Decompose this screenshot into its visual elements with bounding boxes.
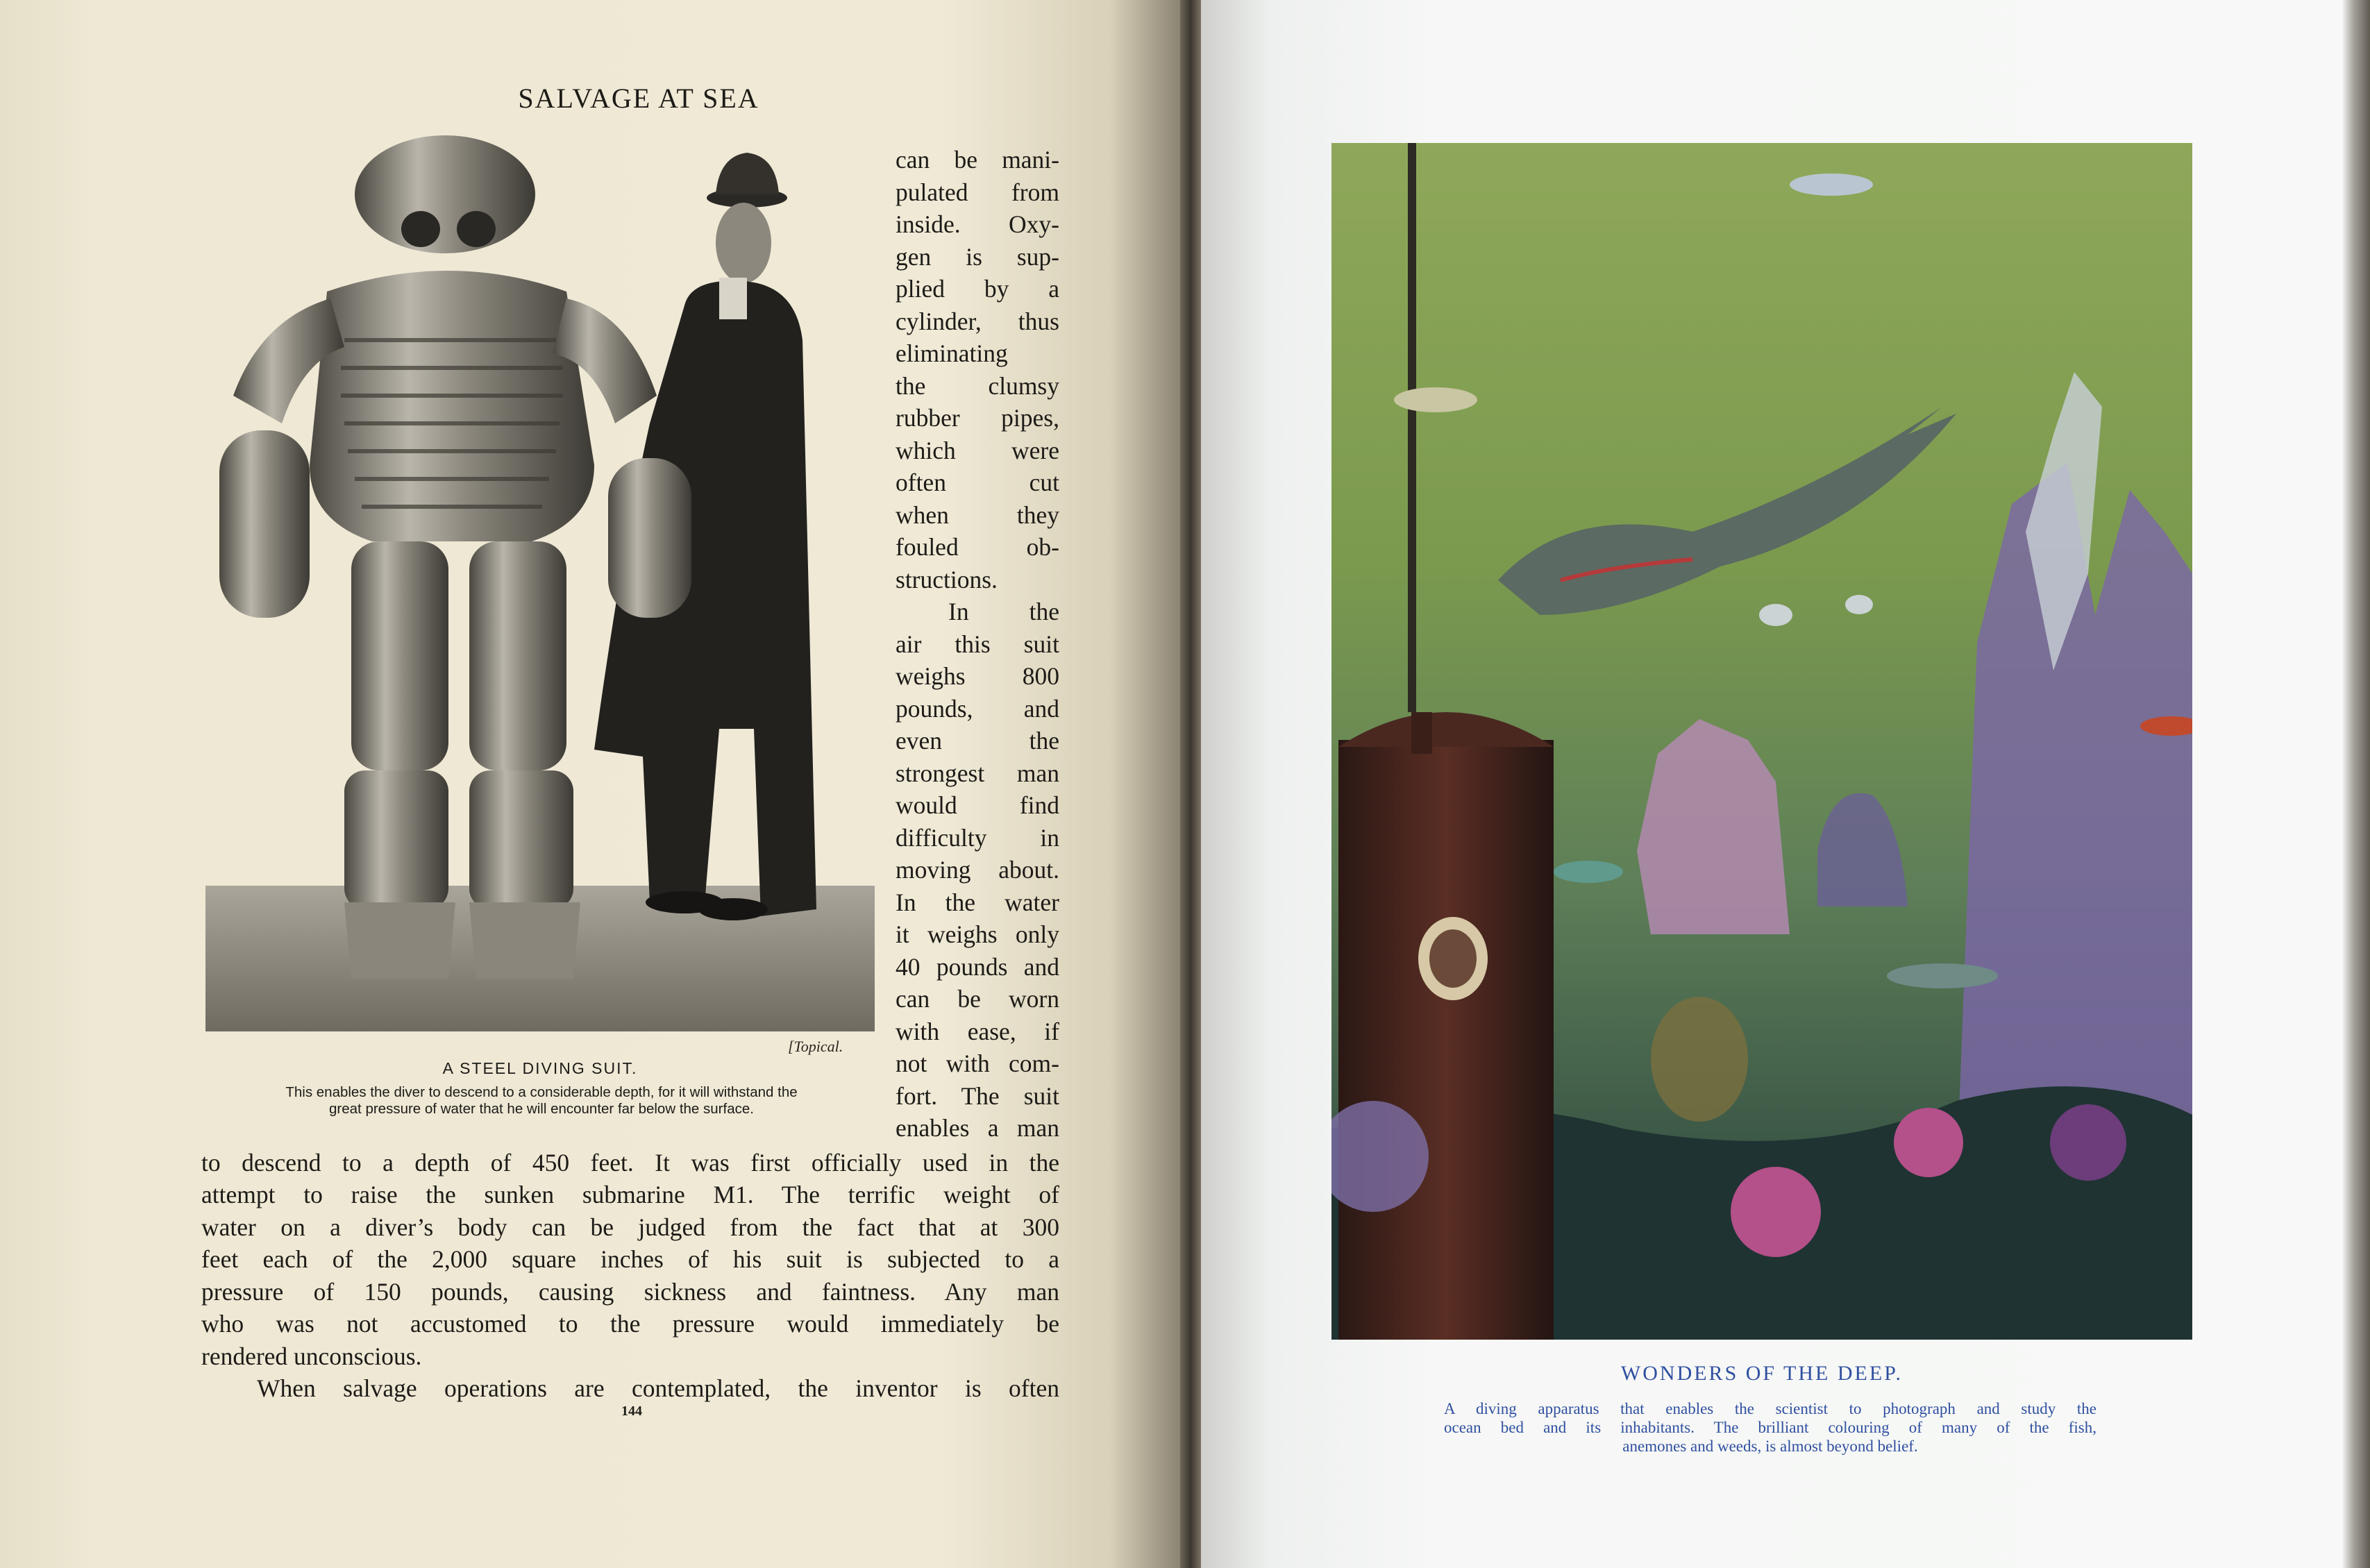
column-line: pounds, and	[896, 695, 1059, 723]
column-line: pulated from	[896, 178, 1059, 206]
column-line: strongest man	[896, 759, 1059, 787]
column-line: air this suit	[896, 630, 1059, 658]
body-line: rendered unconscious.	[201, 1342, 422, 1370]
column-line: can be worn	[896, 985, 1059, 1013]
plate-caption-line: anemones and weeds, is almost beyond belief.	[1622, 1438, 1918, 1455]
column-line: enables a man	[896, 1114, 1059, 1142]
body-line: feet each of the 2,000 square inches of his suit is subjected to a	[201, 1245, 1059, 1273]
body-line: water on a diver’s body can be judged from the fact that at 300	[201, 1213, 1059, 1241]
column-line: even the	[896, 727, 1059, 755]
column-line: fort. The suit	[896, 1082, 1059, 1110]
column-line: difficulty in	[896, 824, 1059, 852]
column-line: it weighs only	[896, 920, 1059, 948]
book-gutter	[1180, 0, 1201, 1568]
page-edge	[2342, 0, 2370, 1568]
column-line: In the water	[896, 888, 1059, 916]
photo-caption-title: A STEEL DIVING SUIT.	[442, 1059, 638, 1077]
column-line: often cut	[896, 469, 1059, 496]
column-line: fouled ob-	[896, 533, 1059, 561]
caption-line: great pressure of water that he will encounter far below the surface.	[329, 1101, 754, 1117]
undersea-illustration	[1331, 143, 2192, 1340]
column-line: would find	[896, 791, 1059, 819]
page-number: 144	[621, 1403, 642, 1419]
body-line: who was not accustomed to the pressure would immediately be	[201, 1310, 1059, 1338]
diving-suit-figure	[219, 135, 691, 979]
column-line: not with com-	[896, 1049, 1059, 1077]
column-line: moving about.	[896, 856, 1059, 884]
plate-caption	[1444, 1399, 2096, 1456]
body-line: attempt to raise the sunken submarine M1. The terrific weight of	[201, 1181, 1059, 1208]
column-line: when they	[896, 501, 1059, 529]
column-line: gen is sup-	[896, 243, 1059, 271]
column-line: cylinder, thus	[896, 307, 1059, 335]
body-line: pressure of 150 pounds, causing sickness and faintness. Any man	[201, 1278, 1059, 1306]
column-line: can be mani-	[896, 146, 1059, 174]
column-line: eliminating	[896, 339, 1008, 367]
column-line: plied by a	[896, 275, 1059, 303]
column-line: In the	[948, 598, 1059, 625]
column-line: rubber pipes,	[896, 404, 1059, 432]
running-head: SALVAGE AT SEA	[518, 83, 759, 114]
body-line: to descend to a depth of 450 feet. It was first officially used in the	[201, 1149, 1059, 1177]
column-line: which were	[896, 437, 1059, 464]
column-line: inside. Oxy-	[896, 210, 1059, 238]
column-line: structions.	[896, 566, 998, 593]
column-line: the clumsy	[896, 372, 1059, 400]
plate-title: WONDERS OF THE DEEP.	[1620, 1362, 1903, 1385]
column-line: weighs 800	[896, 662, 1059, 690]
body-line: When salvage operations are contemplated, the inventor is often	[257, 1374, 1059, 1402]
diving-suit-photo	[205, 132, 875, 1031]
caption-line: This enables the diver to descend to a considerable depth, for it will withstand the	[285, 1084, 798, 1100]
plate-caption-line: ocean bed and its inhabitants. The brilliant colouring of many of the fish,	[1444, 1419, 2096, 1436]
photo-caption-body	[201, 1084, 882, 1118]
photo-credit: [Topical.	[788, 1038, 843, 1055]
plate-caption-line: A diving apparatus that enables the scientist to photograph and study the	[1444, 1400, 2096, 1417]
column-line: 40 pounds and	[896, 953, 1059, 981]
column-line: with ease, if	[896, 1018, 1059, 1045]
